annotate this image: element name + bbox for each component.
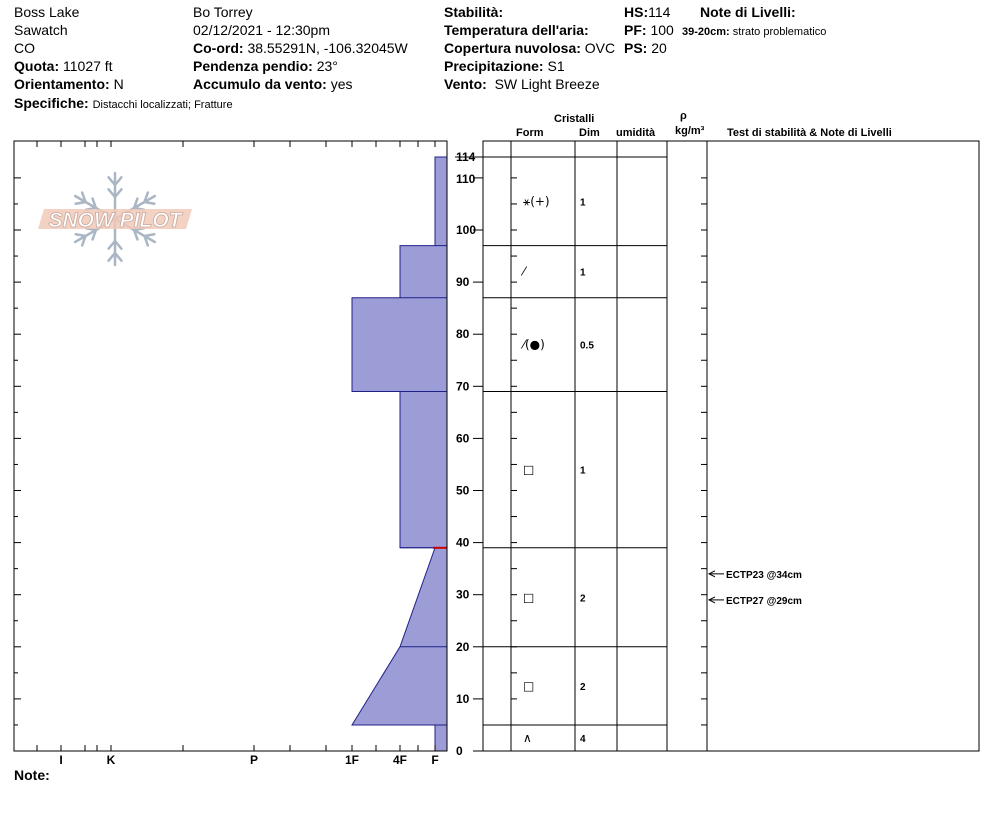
- depth-tick-label: 114: [456, 150, 476, 165]
- crystal-size: 1: [580, 197, 586, 209]
- precipitation: Precipitazione: S1: [444, 58, 565, 74]
- air-temp-label: Temperatura dell'aria:: [444, 22, 589, 38]
- location: Boss Lake: [14, 4, 80, 20]
- aspect: Orientamento: N: [14, 76, 124, 92]
- hs: HS:114: [624, 4, 671, 20]
- size-header: Dim: [579, 127, 600, 139]
- crystal-form: □: [523, 678, 535, 693]
- depth-tick-label: 90: [456, 275, 470, 290]
- svg-text:SNOW PILOT: SNOW PILOT: [48, 209, 182, 232]
- hardness-tick-label: P: [249, 753, 259, 767]
- depth-tick-label: 110: [456, 171, 476, 186]
- depth-tick-label: 10: [456, 691, 470, 706]
- notes-label: Note:: [14, 767, 50, 783]
- hardness-plot-frame: [14, 141, 447, 751]
- crystal-form: ⁄(●): [523, 337, 545, 352]
- depth-tick-label: 0: [456, 744, 463, 758]
- observer: Bo Torrey: [193, 4, 253, 20]
- crystal-form: ⁄: [523, 264, 526, 279]
- slope: Pendenza pendio: 23°: [193, 58, 338, 74]
- depth-tick-label: 70: [456, 379, 470, 394]
- crystal-form: □: [523, 462, 535, 477]
- hardness-tick-label: 4F: [392, 753, 408, 767]
- crystal-size: 2: [580, 593, 586, 605]
- depth-tick-label: 30: [456, 587, 470, 602]
- crystal-form: ∧: [523, 730, 532, 745]
- depth-tick-label: 20: [456, 639, 470, 654]
- layer-note: 39-20cm: strato problematico: [682, 26, 827, 38]
- crystals-header: Cristalli: [554, 113, 595, 125]
- elevation: Quota: 11027 ft: [14, 58, 113, 74]
- features: Specifiche: Distacchi localizzati; Fratture: [14, 95, 233, 111]
- state: CO: [14, 40, 35, 56]
- stability-test-label: ECTP23 @34cm: [726, 569, 802, 581]
- hardness-profile: [352, 157, 447, 751]
- crystal-table-frame: [483, 141, 979, 751]
- crystal-size: 1: [580, 465, 586, 477]
- wind-loading: Accumulo da vento: yes: [193, 76, 353, 92]
- date-time: 02/12/2021 - 12:30pm: [193, 22, 330, 38]
- tests-header: Test di stabilità & Note di Livelli: [727, 127, 892, 139]
- hardness-tick-label: K: [106, 753, 116, 767]
- form-header: Form: [516, 127, 544, 139]
- hardness-tick-label: 1F: [344, 753, 360, 767]
- crystal-form: ⚹(+): [523, 194, 550, 209]
- moisture-header: umidità: [616, 127, 656, 139]
- crystal-form: □: [523, 590, 535, 605]
- depth-tick-label: 80: [456, 327, 470, 342]
- crystal-size: 1: [580, 267, 586, 279]
- depth-tick-label: 40: [456, 535, 470, 550]
- snowpilot-logo: [38, 173, 192, 265]
- mountain-range: Sawatch: [14, 22, 68, 38]
- depth-tick-label: 100: [456, 223, 477, 237]
- sky-cover: Copertura nuvolosa: OVC: [444, 40, 616, 56]
- rho-header: ρ: [680, 110, 687, 122]
- coordinates: Co-ord: 38.55291N, -106.32045W: [193, 40, 408, 56]
- depth-tick-label: 60: [456, 431, 470, 446]
- stability-label: Stabilità:: [444, 4, 504, 20]
- crystal-size: 4: [580, 733, 586, 745]
- hardness-tick-label: F: [431, 753, 439, 767]
- density-unit-header: kg/m³: [675, 125, 705, 137]
- ps: PS: 20: [624, 40, 667, 56]
- hardness-tick-label: I: [59, 753, 63, 767]
- stability-test-label: ECTP27 @29cm: [726, 595, 802, 607]
- crystal-size: 2: [580, 681, 586, 693]
- crystal-size: 0.5: [580, 340, 594, 352]
- depth-tick-label: 50: [456, 483, 470, 498]
- wind: Vento: SW Light Breeze: [444, 76, 600, 92]
- layer-notes-label: Note di Livelli:: [700, 4, 796, 20]
- pf: PF: 100: [624, 22, 674, 38]
